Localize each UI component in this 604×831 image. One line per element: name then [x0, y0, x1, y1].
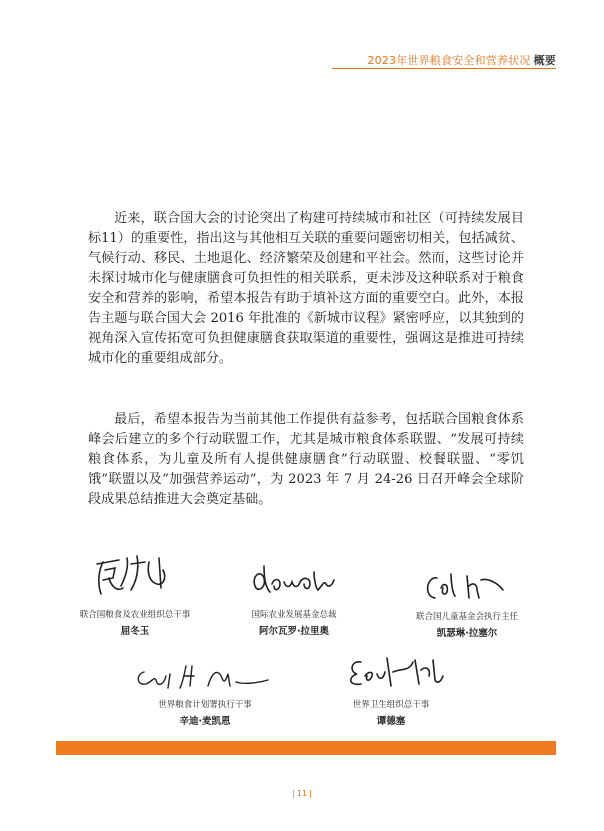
paragraph-1: [88, 209, 524, 369]
signature-image: [234, 558, 354, 606]
signature-block-ifad: [199, 558, 389, 637]
section-label: 概要: [533, 54, 556, 67]
page-number-value: 11: [296, 789, 308, 798]
signatory-title: 世界卫生组织总干事: [352, 700, 430, 710]
signatory-name: 谭德塞: [376, 716, 406, 727]
paragraph-2: [88, 410, 524, 510]
paragraph-2-text: 最后，希望本报告为当前其他工作提供有益参考，包括联合国粮食体系峰会后建立的多个行动联盟工作，尤其是城市粮食体系联盟、“发展可持续粮食体系，为儿童及所有人提供健康膳食”行动联盟、校餐联盟、“零饥饿”联盟以及“加强营养运动”，为 2023 年 7 月 24-26 日召开峰会全球阶段成果总结推进大会奠定基础。: [88, 412, 524, 507]
signature-block-who: [296, 650, 486, 727]
signatory-name: 屈冬玉: [120, 626, 150, 637]
signatory-title: 国际农业发展基金总裁: [251, 610, 337, 620]
signature-block-unicef: [372, 566, 562, 639]
running-header: [367, 52, 556, 68]
signature-image: [130, 654, 280, 696]
signatory-title: 联合国粮食及农业组织总干事: [79, 610, 191, 620]
signature-image: [75, 548, 195, 606]
signature-image: [321, 650, 461, 696]
signatory-name: 辛迪·麦凯恩: [179, 716, 231, 727]
signature-image: [407, 566, 527, 608]
signature-block-wfp: [110, 654, 300, 727]
footer-accent-bar: [56, 741, 556, 755]
header-rule: [332, 68, 556, 69]
signatory-title: 联合国儿童基金会执行主任: [415, 612, 518, 622]
signatory-name: 凯瑟琳·拉塞尔: [436, 628, 498, 639]
page-number: | 11 |: [292, 789, 312, 798]
report-title: 2023年世界粮食安全和营养状况: [367, 54, 531, 67]
paragraph-1-text: 近来，联合国大会的讨论突出了构建可持续城市和社区（可持续发展目标11）的重要性，指出这与其他相互关联的重要问题密切相关，包括减贫、气候行动、移民、土地退化、经济繁荣及创建和平社会。然而，这些讨论并未探讨城市化与健康膳食可负担性的相关联系，更未涉及这种联系对于粮食安全和营养的影响，希望本报告有助于填补这方面的重要空白。此外，本报告主题与联合国大会 2016 年批准的《新城市议程》紧密呼应，以其独到的视角深入宣传拓宽可负担健康膳食获取渠道的重要性，强调这是推进可持续城市化的重要组成部分。: [88, 211, 524, 366]
signatory-name: 阿尔瓦罗·拉里奥: [258, 626, 330, 637]
signatory-title: 世界粮食计划署执行干事: [158, 700, 252, 710]
